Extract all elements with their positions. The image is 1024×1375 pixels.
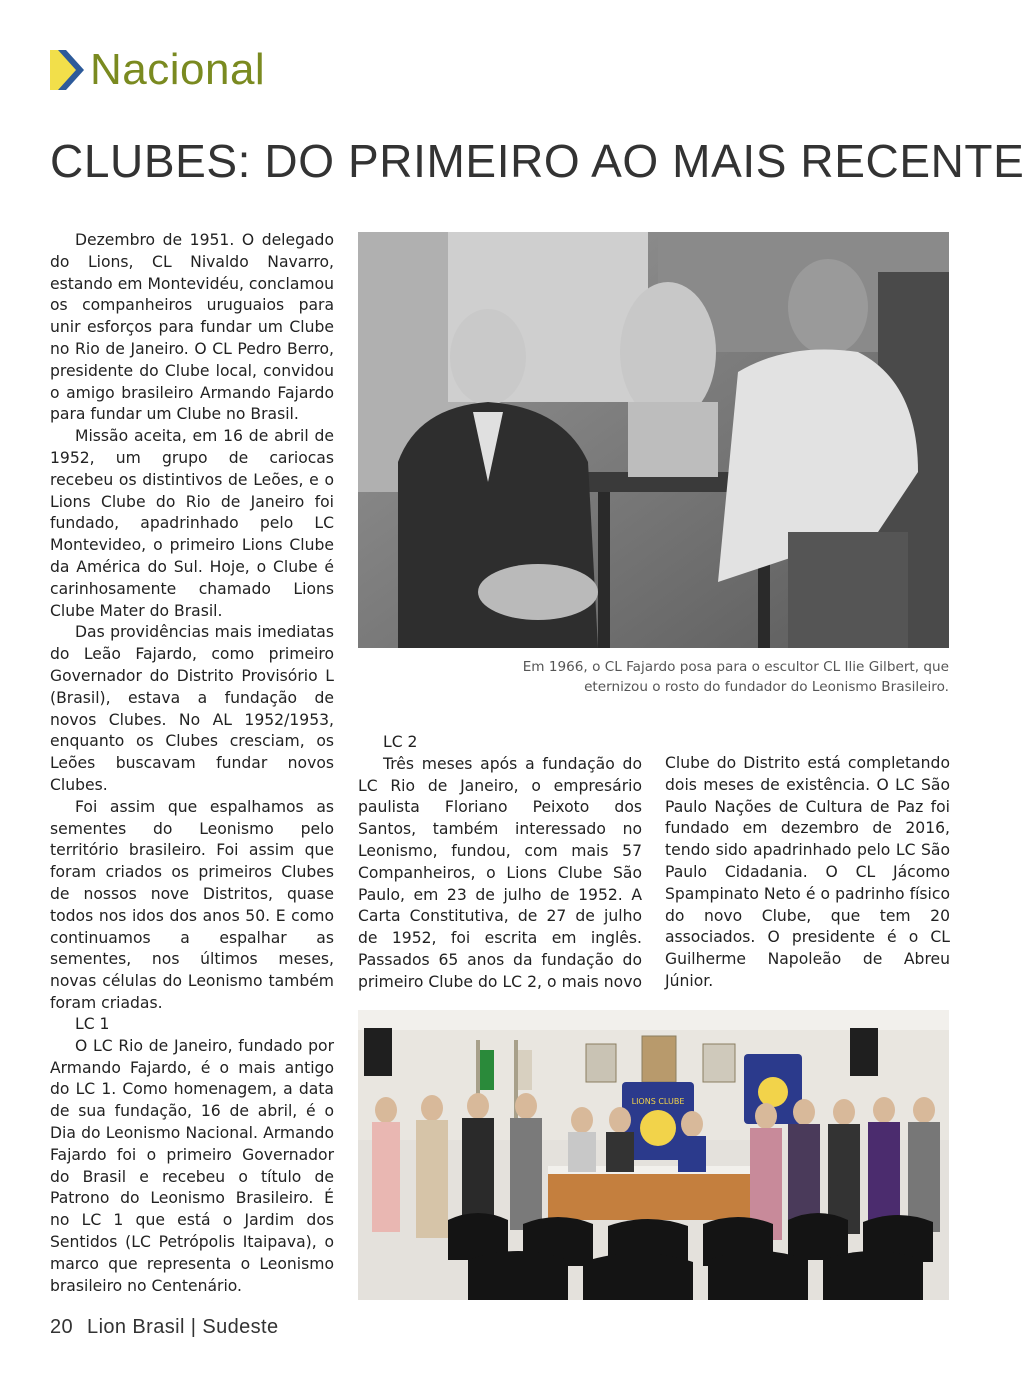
- lc1-text: O LC Rio de Janeiro, fundado por Armando Fajardo, é o mais antigo do LC 1. Como homenagem, a data de sua fundação, 16 de abril, é o Dia do Leonismo Nacional. Armando Fajardo foi o primeiro Governador do Brasil e recebeu o título de Patrono do Leonismo Brasileiro. É no LC 1 que está o Jardim dos Sentidos (LC Petrópolis Itaipava), o marco que representa o Leonismo brasileiro no Centenário.: [50, 1036, 334, 1295]
- photo-group-lions: [358, 1010, 949, 1300]
- photo-caption: Em 1966, o CL Fajardo posa para o escultor CL Ilie Gilbert, que eternizou o rosto do fundador do Leonismo Brasileiro.: [522, 659, 949, 695]
- page-title: CLUBES: DO PRIMEIRO AO MAIS RECENTE: [50, 135, 1024, 187]
- chevron-right-icon: [48, 46, 88, 94]
- banner-text: LIONS CLUBE: [631, 1097, 685, 1106]
- paragraph: Dezembro de 1951. O delegado do Lions, CL Nivaldo Navarro, estando em Montevidéu, conclamou os companheiros uruguaios para unir esforços para fundar um Clube no Rio de Janeiro. O CL Pedro Berro, presidente do Clube local, convidou o amigo brasileiro Armando Fajardo para fundar um Clube no Brasil.: [50, 231, 334, 424]
- lc2-section: [358, 732, 642, 994]
- paragraph: Missão aceita, em 16 de abril de 1952, um grupo de cariocas recebeu os distintivos de Leões, e o Lions Clube do Rio de Janeiro foi fundado, apadrinhado pelo LC Montevideo, o primeiro Lions Clube da América do Sul. Hoje, o Clube é carinhosamente chamado Lions Clube Mater do Brasil.: [50, 427, 334, 620]
- paragraph: Das providências mais imediatas do Leão Fajardo, como primeiro Governador do Distrito Provisório L (Brasil), estava a fundação de novos Clubes. No AL 1952/1953, enquanto os Clubes cresciam, os Leões buscavam fundar novos Clubes.: [50, 623, 334, 794]
- page-number: 20: [50, 1316, 74, 1338]
- lc2-text-part1: Três meses após a fundação do LC Rio de Janeiro, o empresário paulista Floriano Peixoto dos Santos, também interessado no Leonismo, fundou, com mais 57 Companheiros, o Lions Clube São Paulo, em 23 de julho de 1952. A Carta Constitutiva, de 27 de julho de 1952, foi escrita em inglês. Passados 65 anos da fundação do primeiro Clube do LC 2, o mais novo: [358, 754, 642, 991]
- intro-column: [50, 230, 334, 1015]
- page-footer: [50, 1316, 279, 1339]
- photo-group-illustration: [358, 1010, 949, 1300]
- publication-name: Lion Brasil | Sudeste: [87, 1316, 279, 1338]
- photo-fajardo-sculptor: [358, 232, 949, 648]
- section-title: Nacional: [90, 45, 266, 94]
- section-header: [48, 44, 265, 96]
- photo-fajardo-illustration: [358, 232, 949, 648]
- paragraph: Foi assim que espalhamos as sementes do Leonismo pelo território brasileiro. Foi assim que foram criados os primeiros Clubes de nossos nove Distritos, quase todos nos idos dos anos 50. E como continuamos a espalhar as sementes, nos últimos meses, novas células do Leonismo também foram criadas.: [50, 797, 334, 1012]
- lc2-heading: LC 2: [383, 733, 418, 751]
- lc1-section: [50, 1014, 334, 1297]
- lc2-text-part2: Clube do Distrito está completando dois meses de existência. O LC São Paulo Nações de Cultura de Paz foi fundado em dezembro de 2016, tendo sido apadrinhado pelo LC São Paulo Cidadania. O CL Jácomo Spampinato Neto é o padrinho físico do novo Clube, que tem 20 associados. O presidente é o CL Guilherme Napoleão de Abreu Júnior.: [665, 754, 950, 990]
- lc1-heading: LC 1: [75, 1015, 110, 1033]
- lc2-continued: [665, 753, 950, 993]
